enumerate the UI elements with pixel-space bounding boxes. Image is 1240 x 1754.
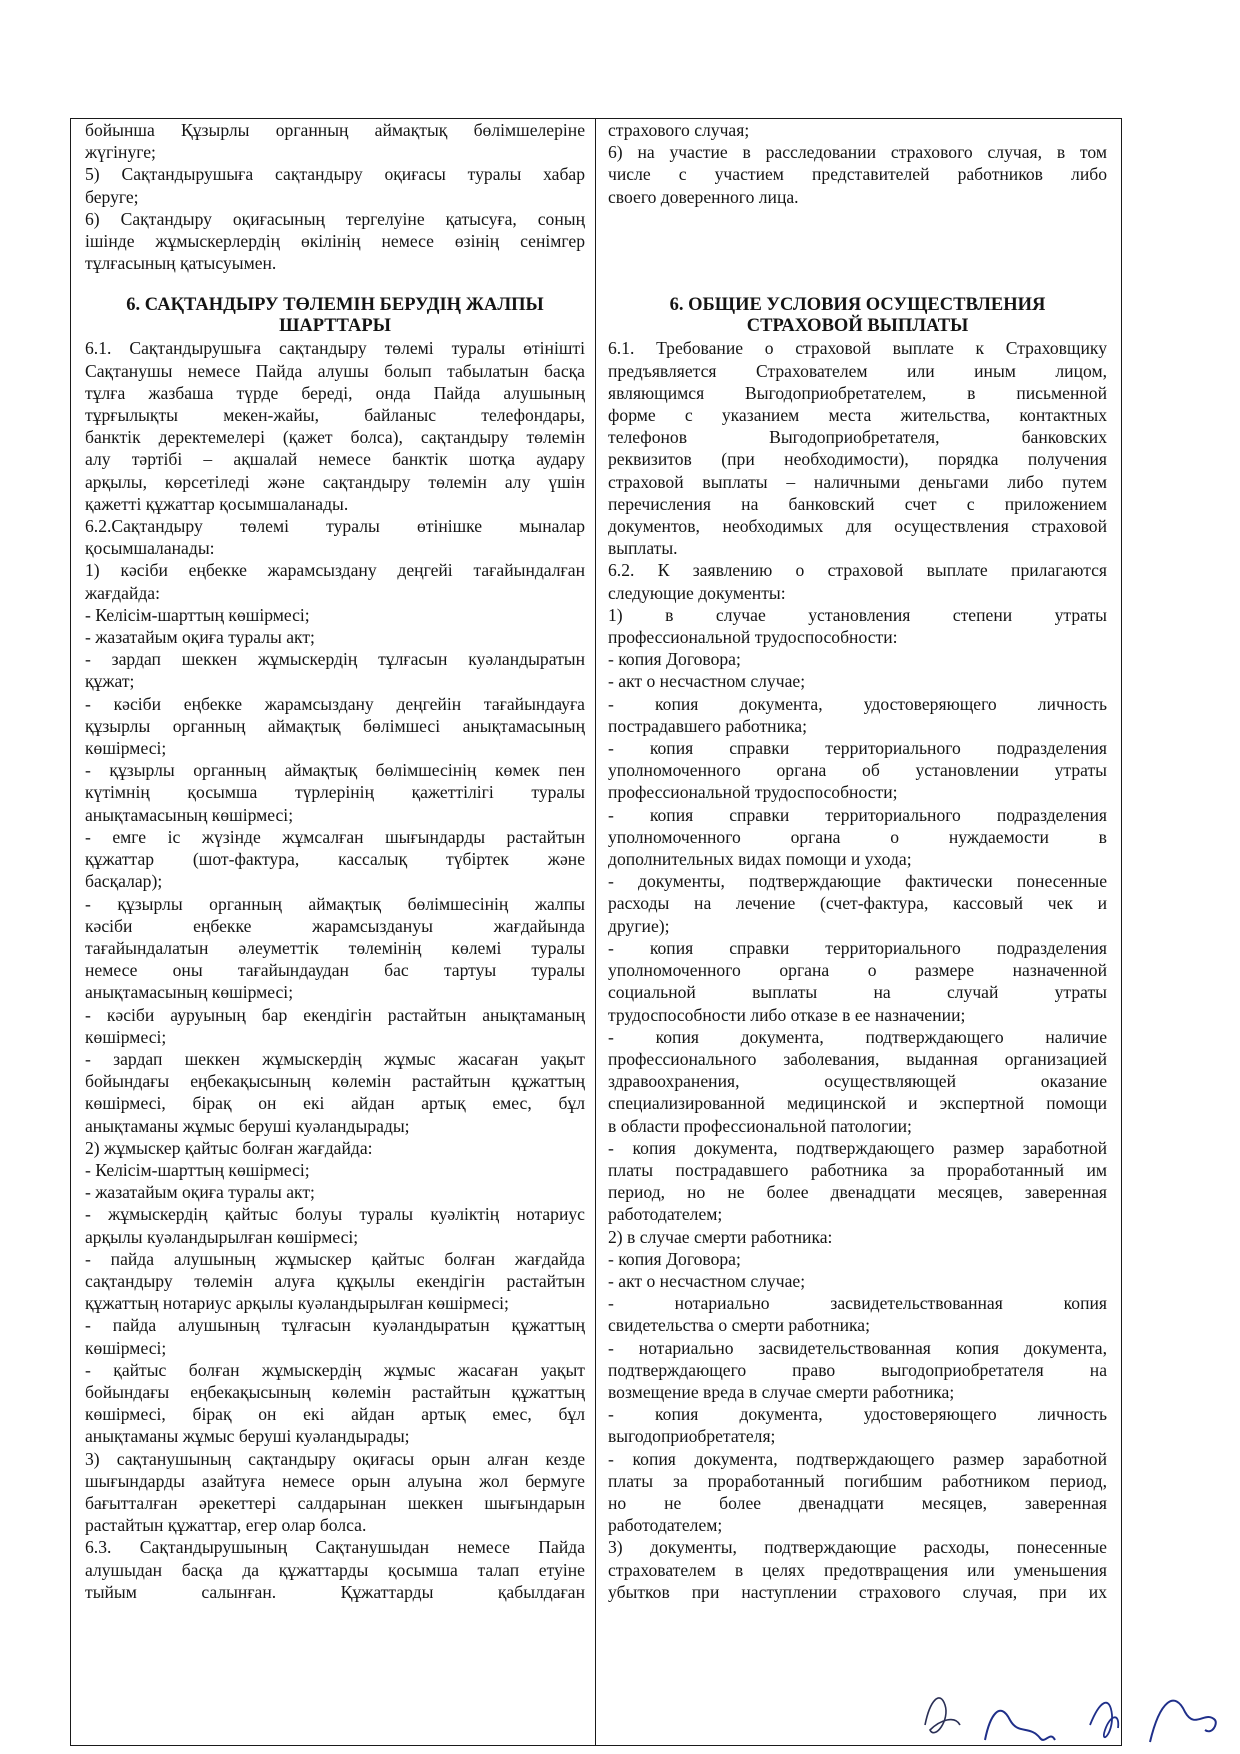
- text-line: Сақтанушы немесе Пайда алушы болып табылатын басқа: [85, 360, 585, 381]
- text-line: бойынша Құзырлы органның аймақтық бөлімшелеріне: [85, 120, 585, 140]
- text-line: кәсіби еңбекке жарамсыздануы жағдайында: [85, 915, 585, 936]
- text-line: 6) на участие в расследовании страхового случая, в том: [608, 142, 1107, 163]
- text-line: 3) сақтанушының сақтандыру оқиғасы орын алған кезде: [85, 1448, 585, 1469]
- text-line: форме с указанием места жительства, контактных: [608, 405, 1107, 426]
- text-line: - зардап шеккен жұмыскердің тұлғасын куәландыратын: [85, 649, 585, 670]
- text-line: уполномоченного органа о нуждаемости в: [608, 826, 1107, 847]
- text-line: арқылы, көрсетіледі және сақтандыру төлемін алу үшін: [85, 471, 585, 492]
- russian-section-heading: [608, 295, 1107, 337]
- text-line: платы пострадавшего работника за проработанный им: [608, 1159, 1107, 1180]
- text-line: являющимся Выгодоприобретателем, в письменной: [608, 382, 1107, 403]
- text-line: банктік деректемелері (қажет болса), сақтандыру төлемін: [85, 427, 585, 448]
- text-line: - копия справки территориального подразделения: [608, 937, 1107, 958]
- text-line: - кәсіби ауруының бар екендігін растайтын анықтаманың: [85, 1004, 585, 1025]
- text-line: растайтын құжаттар, егер олар болса.: [85, 1515, 367, 1536]
- text-line: 1) кәсіби еңбекке жарамсыздану деңгейі тағайындалған: [85, 560, 585, 581]
- heading-line: СТРАХОВОЙ ВЫПЛАТЫ: [746, 316, 969, 337]
- text-line: көшірмесі;: [85, 1337, 167, 1358]
- text-line: 6.1. Сақтандырушыға сақтандыру төлемі туралы өтінішті: [85, 338, 585, 359]
- text-line: көшірмесі, бірақ он екі айдан артық емес, бұл: [85, 1404, 585, 1425]
- text-line: профессиональной трудоспособности;: [608, 782, 898, 803]
- russian-section-body: [608, 337, 1107, 1603]
- text-line: - жұмыскердің қайтыс болуы туралы куәліктің нотариус: [85, 1204, 585, 1225]
- text-line: 6.1. Требование о страховой выплате к Страховщику: [608, 338, 1107, 359]
- text-line: - кәсіби еңбекке жарамсыздану деңгейін тағайындауға: [85, 693, 585, 714]
- text-line: расходы на лечение (счет-фактура, кассовый чек и: [608, 893, 1107, 914]
- russian-intro: [608, 119, 1107, 208]
- text-line: арқылы куәландырылған көшірмесі;: [85, 1226, 359, 1247]
- kazakh-column: [71, 119, 596, 1745]
- text-line: 6.2. К заявлению о страховой выплате прилагаются: [608, 560, 1107, 581]
- text-line: реквизитов (при необходимости), порядка получения: [608, 449, 1107, 470]
- text-line: қосымшаланады:: [85, 538, 215, 559]
- text-line: подтверждающего право выгодоприобретателя на: [608, 1359, 1107, 1380]
- text-line: - пайда алушының жұмыскер қайтыс болған жағдайда: [85, 1248, 585, 1269]
- kazakh-section-body: [85, 337, 585, 1603]
- text-line: құжаттың нотариус арқылы куәландырылған көшірмесі;: [85, 1293, 509, 1314]
- text-line: анықтаманы жұмыс беруші куәландырады;: [85, 1426, 410, 1447]
- text-line: - жазатайым оқиға туралы акт;: [85, 1182, 315, 1203]
- text-line: шығындарды азайтуға немесе орын алуына жол бермуге: [85, 1470, 585, 1491]
- text-line: 6.3. Сақтандырушының Сақтанушыдан немесе Пайда: [85, 1537, 585, 1558]
- text-line: платы за проработанный погибшим работником период,: [608, 1470, 1107, 1491]
- text-line: алушыдан басқа да құжаттарды қосымша талап етуіне: [85, 1559, 585, 1580]
- text-line: қажетті құжаттар қосымшаланады.: [85, 493, 349, 514]
- text-line: - жазатайым оқиға туралы акт;: [85, 627, 315, 648]
- text-line: тұлғасының қатысуымен.: [85, 253, 277, 274]
- text-line: свидетельства о смерти работника;: [608, 1315, 871, 1336]
- spacer: [85, 274, 585, 295]
- text-line: басқалар);: [85, 871, 163, 892]
- text-line: - нотариально засвидетельствованная копия: [608, 1293, 1107, 1314]
- signature-4-icon: [1150, 1701, 1216, 1742]
- text-line: 6.2.Сақтандыру төлемі туралы өтінішке мыналар: [85, 516, 585, 537]
- text-line: бойындағы еңбекақысының көлемін растайтын құжаттың: [85, 1381, 585, 1402]
- text-line: телефонов Выгодоприобретателя, банковских: [608, 427, 1107, 448]
- text-line: - копия документа, подтверждающего размер заработной: [608, 1137, 1107, 1158]
- text-line: - құзырлы органның аймақтық бөлімшесінің көмек пен: [85, 760, 585, 781]
- text-line: страховой выплаты – наличными деньгами либо путем: [608, 471, 1107, 492]
- text-line: - копия документа, удостоверяющего личность: [608, 693, 1107, 714]
- text-line: следующие документы:: [608, 582, 786, 603]
- text-line: - зардап шеккен жұмыскердің жұмыс жасаған уақыт: [85, 1048, 585, 1069]
- text-line: уполномоченного органа о размере назначенной: [608, 960, 1107, 981]
- text-line: пострадавшего работника;: [608, 715, 807, 736]
- russian-column: [596, 119, 1121, 1745]
- text-line: тағайындалатын әлеуметтік төлемінің көлемі туралы: [85, 937, 585, 958]
- text-line: период, но не более двенадцати месяцев, заверенная: [608, 1182, 1107, 1203]
- heading-line: 6. ОБЩИЕ УСЛОВИЯ ОСУЩЕСТВЛЕНИЯ: [669, 295, 1046, 316]
- text-line: числе с участием представителей работников либо: [608, 164, 1107, 185]
- text-line: уполномоченного органа об установлении утраты: [608, 760, 1107, 781]
- text-line: бойындағы еңбекақысының көлемін растайтын құжаттың: [85, 1071, 585, 1092]
- text-line: - Келісім-шарттың көшірмесі;: [85, 1159, 310, 1180]
- text-line: анықтаманы жұмыс беруші куәландырады;: [85, 1115, 410, 1136]
- text-line: - пайда алушының тұлғасын куәландыратын құжаттың: [85, 1315, 585, 1336]
- text-line: работодателем;: [608, 1515, 723, 1536]
- text-line: ішінде жұмыскерлердің өкілінің немесе өзінің сенімгер: [85, 231, 585, 252]
- text-line: специализированной медицинской и экспертной помощи: [608, 1093, 1107, 1114]
- text-line: - қайтыс болған жұмыскердің жұмыс жасаған уақыт: [85, 1359, 585, 1380]
- text-line: құжат;: [85, 671, 135, 692]
- kazakh-intro: [85, 119, 585, 274]
- heading-line: ШАРТТАРЫ: [279, 316, 391, 337]
- text-line: тыйым салынған. Құжаттарды қабылдаған: [85, 1581, 585, 1602]
- text-line: беруге;: [85, 186, 139, 207]
- text-line: дополнительных видах помощи и ухода;: [608, 849, 912, 870]
- text-line: но не более двенадцати месяцев, заверенная: [608, 1492, 1107, 1513]
- text-line: 6) Сақтандыру оқиғасының тергелуіне қатысуға, соның: [85, 208, 585, 229]
- text-line: - копия документа, удостоверяющего личность: [608, 1404, 1107, 1425]
- text-line: көшірмесі;: [85, 738, 167, 759]
- text-line: работодателем;: [608, 1204, 723, 1225]
- text-line: 5) Сақтандырушыға сақтандыру оқиғасы туралы хабар: [85, 164, 585, 185]
- text-line: предъявляется Страхователем или иным лицом,: [608, 360, 1107, 381]
- text-line: анықтамасының көшірмесі;: [85, 982, 294, 1003]
- text-line: күтімнің қосымша түрлерінің қажеттілігі туралы: [85, 782, 585, 803]
- text-line: страхового случая;: [608, 120, 750, 140]
- text-line: - емге іс жүзінде жұмсалған шығындарды растайтын: [85, 826, 585, 847]
- text-line: убытков при наступлении страхового случая, при их: [608, 1581, 1107, 1602]
- text-line: другие);: [608, 915, 670, 936]
- text-line: 2) в случае смерти работника:: [608, 1226, 833, 1247]
- text-line: здравоохранения, осуществляющей оказание: [608, 1071, 1107, 1092]
- text-line: тұлға жазбаша түрде береді, онда Пайда алушының: [85, 382, 585, 403]
- text-line: бағытталған әрекеттері салдарынан шеккен шығындарын: [85, 1492, 585, 1513]
- text-line: социальной выплаты на случай утраты: [608, 982, 1107, 1003]
- text-line: - копия Договора;: [608, 1248, 741, 1269]
- text-line: - документы, подтверждающие фактически понесенные: [608, 871, 1107, 892]
- text-line: - копия справки территориального подразделения: [608, 804, 1107, 825]
- text-line: - нотариально засвидетельствованная копия документа,: [608, 1337, 1107, 1358]
- spacer: [608, 208, 1107, 296]
- kazakh-section-heading: [85, 295, 585, 337]
- text-line: - копия документа, подтверждающего наличие: [608, 1026, 1107, 1047]
- text-line: анықтамасының көшірмесі;: [85, 804, 294, 825]
- text-line: профессионального заболевания, выданная организацией: [608, 1048, 1107, 1069]
- text-line: трудоспособности либо отказе в ее назначении;: [608, 1004, 966, 1025]
- text-line: құзырлы органның аймақтық бөлімшесі анықтамасының: [85, 715, 585, 736]
- heading-line: 6. САҚТАНДЫРУ ТӨЛЕМІН БЕРУДІҢ ЖАЛПЫ: [126, 295, 544, 316]
- text-line: сақтандыру төлемін алуға құқылы екендігін растайтын: [85, 1270, 585, 1291]
- text-line: 2) жұмыскер қайтыс болған жағдайда:: [85, 1137, 373, 1158]
- text-line: көшірмесі, бірақ он екі айдан артық емес, бұл: [85, 1093, 585, 1114]
- text-line: своего доверенного лица.: [608, 186, 799, 207]
- text-line: немесе оны тағайындаудан бас тартуы туралы: [85, 960, 585, 981]
- text-line: - Келісім-шарттың көшірмесі;: [85, 604, 310, 625]
- text-line: возмещение вреда в случае смерти работника;: [608, 1381, 955, 1402]
- text-line: - акт о несчастном случае;: [608, 671, 806, 692]
- text-line: - копия документа, подтверждающего размер заработной: [608, 1448, 1107, 1469]
- text-line: алу тәртібі – ақшалай немесе банктік шотқа аудару: [85, 449, 585, 470]
- text-line: в области профессиональной патологии;: [608, 1115, 912, 1136]
- text-line: құжаттар (шот-фактура, кассалық түбіртек және: [85, 849, 585, 870]
- text-line: көшірмесі;: [85, 1026, 167, 1047]
- text-line: - акт о несчастном случае;: [608, 1270, 806, 1291]
- text-line: перечисления на банковский счет с приложением: [608, 493, 1107, 514]
- text-line: профессиональной трудоспособности:: [608, 627, 898, 648]
- text-line: выгодоприобретателя;: [608, 1426, 776, 1447]
- text-line: жағдайда:: [85, 582, 161, 603]
- bilingual-table: [70, 118, 1122, 1746]
- text-line: документов, необходимых для осуществления страховой: [608, 516, 1107, 537]
- text-line: страхователем в целях предотвращения или уменьшения: [608, 1559, 1107, 1580]
- text-line: - копия Договора;: [608, 649, 741, 670]
- text-line: выплаты.: [608, 538, 678, 559]
- text-line: 1) в случае установления степени утраты: [608, 604, 1107, 625]
- text-line: - құзырлы органның аймақтық бөлімшесінің жалпы: [85, 893, 585, 914]
- text-line: жүгінуге;: [85, 142, 156, 163]
- text-line: тұрғылықты мекен-жайы, байланыс телефондары,: [85, 405, 585, 426]
- text-line: - копия справки территориального подразделения: [608, 738, 1107, 759]
- text-line: 3) документы, подтверждающие расходы, понесенные: [608, 1537, 1107, 1558]
